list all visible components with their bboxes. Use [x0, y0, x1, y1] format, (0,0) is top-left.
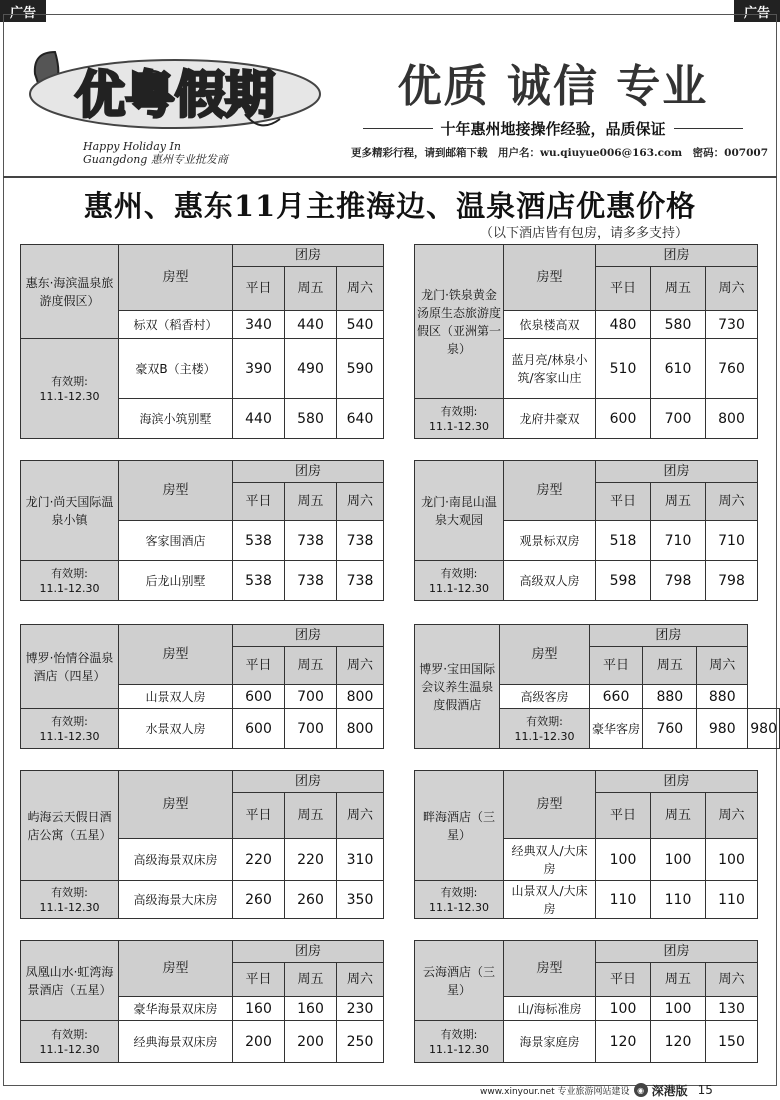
hotel-table-9	[20, 940, 384, 1063]
price-friday: 700	[651, 399, 706, 439]
price-weekday: 120	[596, 1021, 651, 1063]
group-header: 团房	[233, 461, 384, 483]
price-weekday: 598	[596, 561, 651, 601]
price-saturday: 250	[337, 1021, 384, 1063]
price-friday: 738	[285, 561, 337, 601]
room-type: 高级海景双床房	[119, 839, 233, 881]
logo-chinese-text: 优粤假期	[75, 66, 275, 124]
room-type: 山/海标准房	[504, 997, 596, 1021]
price-saturday: 800	[337, 685, 384, 709]
room-type-header: 房型	[119, 245, 233, 311]
validity: 有效期: 11.1-12.30	[415, 1021, 504, 1063]
price-saturday: 230	[337, 997, 384, 1021]
price-weekday: 110	[596, 881, 651, 919]
price-weekday: 600	[596, 399, 651, 439]
room-type: 豪华客房	[589, 709, 643, 749]
friday-header: 周五	[285, 793, 337, 839]
price-weekday: 760	[643, 709, 697, 749]
price-weekday: 660	[589, 685, 643, 709]
friday-header: 周五	[651, 793, 706, 839]
header	[3, 14, 777, 174]
friday-header: 周五	[285, 267, 337, 311]
price-friday: 100	[651, 997, 706, 1021]
price-saturday: 350	[337, 881, 384, 919]
price-weekday: 538	[233, 521, 285, 561]
hotel-name: 凤凰山水·虹湾海景酒店（五星）	[21, 941, 119, 1021]
group-header: 团房	[596, 941, 758, 963]
saturday-header: 周六	[337, 963, 384, 997]
validity: 有效期: 11.1-12.30	[21, 881, 119, 919]
room-type-header: 房型	[504, 941, 596, 997]
hotel-name: 龙门·南昆山温泉大观园	[415, 461, 504, 561]
saturday-header: 周六	[697, 647, 748, 685]
room-type: 高级海景大床房	[119, 881, 233, 919]
friday-header: 周五	[651, 483, 706, 521]
saturday-header: 周六	[706, 793, 758, 839]
weekday-header: 平日	[233, 963, 285, 997]
room-type: 山景双人房	[119, 685, 233, 709]
room-type-header: 房型	[500, 625, 589, 685]
room-type: 观景标双房	[504, 521, 596, 561]
group-header: 团房	[233, 941, 384, 963]
room-type: 经典海景双床房	[119, 1021, 233, 1063]
group-header: 团房	[596, 771, 758, 793]
weekday-header: 平日	[596, 793, 651, 839]
hotel-table-1	[20, 244, 384, 439]
room-type: 山景双人/大床房	[504, 881, 596, 919]
price-weekday: 100	[596, 997, 651, 1021]
hotel-table-10	[414, 940, 758, 1063]
price-weekday: 440	[233, 399, 285, 439]
room-type: 经典双人/大床房	[504, 839, 596, 881]
price-friday: 580	[651, 311, 706, 339]
price-saturday: 310	[337, 839, 384, 881]
room-type: 海景家庭房	[504, 1021, 596, 1063]
hotel-name: 云海酒店（三星）	[415, 941, 504, 1021]
price-weekday: 518	[596, 521, 651, 561]
room-type: 客家围酒店	[119, 521, 233, 561]
price-friday: 110	[651, 881, 706, 919]
table-row	[415, 399, 758, 439]
hotel-table-5	[20, 624, 384, 749]
price-weekday: 100	[596, 839, 651, 881]
group-header: 团房	[233, 245, 384, 267]
price-friday: 738	[285, 521, 337, 561]
friday-header: 周五	[643, 647, 697, 685]
weekday-header: 平日	[596, 267, 651, 311]
hotel-name: 龙门·尚天国际温泉小镇	[21, 461, 119, 561]
price-saturday: 540	[337, 311, 384, 339]
price-saturday: 738	[337, 561, 384, 601]
page-note: （以下酒店皆有包房，请多多支持）	[480, 226, 689, 241]
saturday-header: 周六	[337, 647, 384, 685]
saturday-header: 周六	[337, 267, 384, 311]
logo-graphic	[25, 44, 325, 139]
validity: 有效期: 11.1-12.30	[500, 709, 589, 749]
price-saturday: 110	[706, 881, 758, 919]
group-header: 团房	[233, 625, 384, 647]
table-row	[21, 881, 384, 919]
hotel-table-6	[414, 624, 780, 749]
table-row	[21, 709, 384, 749]
room-type: 后龙山别墅	[119, 561, 233, 601]
hotel-name: 惠东·海滨温泉旅游度假区）	[21, 245, 119, 339]
saturday-header: 周六	[337, 483, 384, 521]
price-saturday: 760	[706, 339, 758, 399]
header-divider	[3, 176, 777, 178]
price-weekday: 600	[233, 685, 285, 709]
edition-badge-icon: ◉	[634, 1083, 648, 1097]
saturday-header: 周六	[337, 793, 384, 839]
price-weekday: 220	[233, 839, 285, 881]
room-type: 标双（稻香村）	[119, 311, 233, 339]
price-friday: 200	[285, 1021, 337, 1063]
room-type: 豪双B（主楼）	[119, 339, 233, 399]
price-saturday: 800	[337, 709, 384, 749]
room-type: 水景双人房	[119, 709, 233, 749]
price-friday: 710	[651, 521, 706, 561]
price-weekday: 160	[233, 997, 285, 1021]
price-saturday: 980	[748, 709, 780, 749]
hotel-name: 博罗·怡情谷温泉酒店（四星）	[21, 625, 119, 709]
validity: 有效期: 11.1-12.30	[415, 399, 504, 439]
room-type-header: 房型	[119, 461, 233, 521]
price-saturday: 100	[706, 839, 758, 881]
weekday-header: 平日	[233, 793, 285, 839]
price-saturday: 880	[697, 685, 748, 709]
sub-slogan: 十年惠州地接操作经验，品质保证	[363, 118, 743, 139]
group-header: 团房	[596, 461, 758, 483]
friday-header: 周五	[651, 267, 706, 311]
saturday-header: 周六	[706, 267, 758, 311]
saturday-header: 周六	[706, 483, 758, 521]
validity: 有效期: 11.1-12.30	[21, 339, 119, 439]
validity: 有效期: 11.1-12.30	[21, 1021, 119, 1063]
price-friday: 120	[651, 1021, 706, 1063]
table-row	[21, 339, 384, 399]
price-weekday: 538	[233, 561, 285, 601]
friday-header: 周五	[651, 963, 706, 997]
group-header: 团房	[596, 245, 758, 267]
hotel-name: 龙门·铁泉黄金汤原生态旅游度假区（亚洲第一泉）	[415, 245, 504, 399]
price-friday: 610	[651, 339, 706, 399]
price-weekday: 510	[596, 339, 651, 399]
hotel-table-2	[414, 244, 758, 439]
validity: 有效期: 11.1-12.30	[415, 561, 504, 601]
validity: 有效期: 11.1-12.30	[415, 881, 504, 919]
room-type-header: 房型	[119, 625, 233, 685]
table-row	[415, 1021, 758, 1063]
price-friday: 700	[285, 685, 337, 709]
footer	[480, 1082, 780, 1098]
hotel-table-4	[414, 460, 758, 601]
room-type: 豪华海景双床房	[119, 997, 233, 1021]
footer-url: www.xinyour.net 专业旅游网站建设	[480, 1086, 630, 1097]
friday-header: 周五	[285, 963, 337, 997]
table-row	[415, 561, 758, 601]
price-friday: 220	[285, 839, 337, 881]
price-weekday: 340	[233, 311, 285, 339]
logo	[25, 44, 325, 169]
price-saturday: 800	[706, 399, 758, 439]
price-weekday: 480	[596, 311, 651, 339]
hotel-name: 博罗·宝田国际会议养生温泉度假酒店	[415, 625, 500, 749]
price-weekday: 390	[233, 339, 285, 399]
validity: 有效期: 11.1-12.30	[21, 561, 119, 601]
price-saturday: 130	[706, 997, 758, 1021]
price-friday: 490	[285, 339, 337, 399]
price-saturday: 798	[706, 561, 758, 601]
price-weekday: 260	[233, 881, 285, 919]
slogan: 优质 诚信 专业	[397, 61, 709, 112]
weekday-header: 平日	[596, 483, 651, 521]
friday-header: 周五	[285, 647, 337, 685]
page-number: 15	[697, 1083, 713, 1097]
price-weekday: 200	[233, 1021, 285, 1063]
page-title: 惠州、惠东11月主推海边、温泉酒店优惠价格	[83, 189, 697, 223]
weekday-header: 平日	[589, 647, 643, 685]
saturday-header: 周六	[706, 963, 758, 997]
price-friday: 100	[651, 839, 706, 881]
table-row	[21, 1021, 384, 1063]
price-saturday: 150	[706, 1021, 758, 1063]
hotel-table-3	[20, 460, 384, 601]
price-friday: 580	[285, 399, 337, 439]
price-saturday: 738	[337, 521, 384, 561]
validity: 有效期: 11.1-12.30	[21, 709, 119, 749]
price-friday: 700	[285, 709, 337, 749]
room-type: 龙府井豪双	[504, 399, 596, 439]
price-weekday: 600	[233, 709, 285, 749]
table-row	[21, 561, 384, 601]
table-row	[415, 881, 758, 919]
price-friday: 260	[285, 881, 337, 919]
friday-header: 周五	[285, 483, 337, 521]
ad-corner-label-right: 广告	[734, 0, 780, 22]
room-type: 高级客房	[500, 685, 589, 709]
weekday-header: 平日	[233, 647, 285, 685]
room-type: 依泉楼高双	[504, 311, 596, 339]
logo-english-text: Happy Holiday In Guangdong 惠州专业批发商	[83, 140, 228, 166]
room-type-header: 房型	[504, 771, 596, 839]
room-type: 蓝月亮/林泉小筑/客家山庄	[504, 339, 596, 399]
price-saturday: 730	[706, 311, 758, 339]
price-saturday: 590	[337, 339, 384, 399]
weekday-header: 平日	[596, 963, 651, 997]
group-header: 团房	[589, 625, 748, 647]
room-type-header: 房型	[119, 771, 233, 839]
hotel-name: 畔海酒店（三星）	[415, 771, 504, 881]
price-friday: 798	[651, 561, 706, 601]
price-friday: 440	[285, 311, 337, 339]
price-friday: 160	[285, 997, 337, 1021]
weekday-header: 平日	[233, 267, 285, 311]
hotel-name: 屿海云天假日酒店公寓（五星）	[21, 771, 119, 881]
room-type-header: 房型	[504, 461, 596, 521]
room-type: 海滨小筑别墅	[119, 399, 233, 439]
hotel-table-7	[20, 770, 384, 919]
weekday-header: 平日	[233, 483, 285, 521]
price-friday: 880	[643, 685, 697, 709]
hotel-table-8	[414, 770, 758, 919]
room-type-header: 房型	[119, 941, 233, 997]
price-saturday: 710	[706, 521, 758, 561]
contact-info: 更多精彩行程，请到邮箱下载 用户名：wu.qiuyue006@163.com 密码：007007	[350, 147, 768, 159]
ad-corner-label-left: 广告	[0, 0, 46, 22]
edition-label: 深港版	[651, 1083, 688, 1098]
price-saturday: 640	[337, 399, 384, 439]
room-type-header: 房型	[504, 245, 596, 311]
group-header: 团房	[233, 771, 384, 793]
price-friday: 980	[697, 709, 748, 749]
room-type: 高级双人房	[504, 561, 596, 601]
